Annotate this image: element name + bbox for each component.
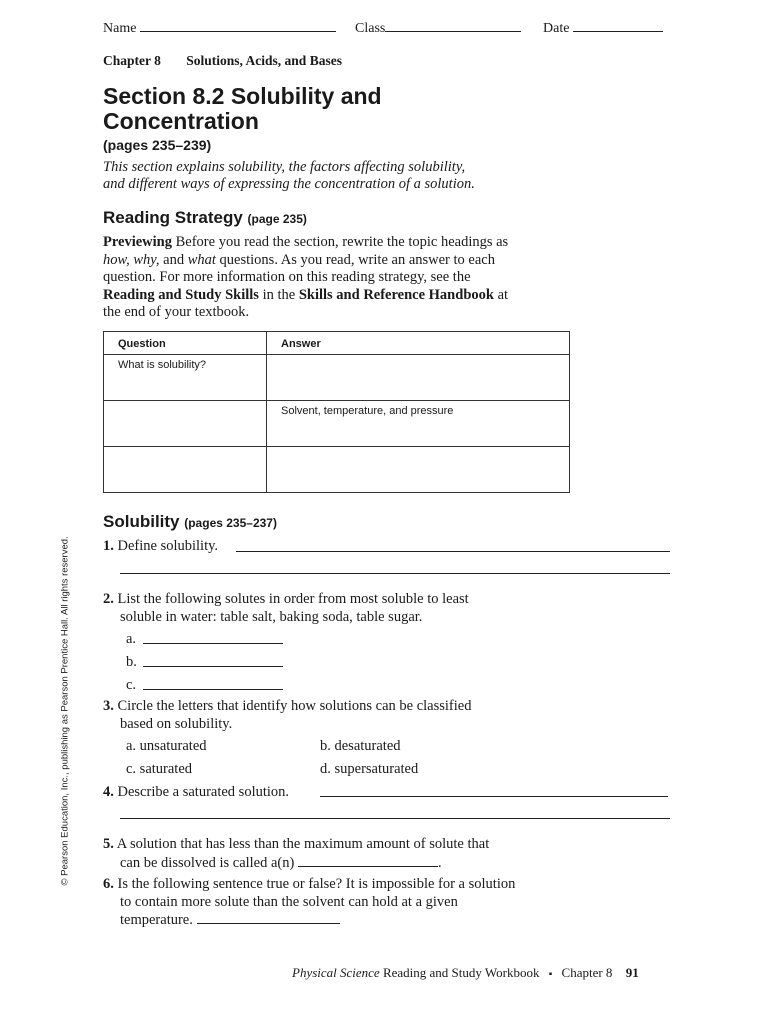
question-1: [103, 538, 218, 556]
q4-answer-line-2[interactable]: [120, 818, 670, 819]
rs-line2-b: and: [159, 251, 188, 268]
name-blank[interactable]: [140, 19, 336, 32]
q6-line1: Is the following sentence true or false? It is impossible for a solution: [117, 876, 516, 892]
question-cell[interactable]: [104, 447, 267, 493]
chapter-line: [103, 53, 342, 69]
section-title: [103, 84, 382, 134]
q3-option-b[interactable]: b. desaturated: [320, 738, 401, 754]
page-footer: [292, 965, 639, 981]
q3-option-a[interactable]: a. unsaturated: [126, 738, 207, 754]
date-blank[interactable]: [573, 19, 663, 32]
section-intro: [103, 159, 475, 193]
question-5: [103, 836, 489, 872]
q4-answer-line[interactable]: [320, 796, 668, 797]
section-pages: (pages 235–239): [103, 137, 212, 153]
q2-line1: List the following solutes in order from most soluble to least: [117, 591, 469, 607]
reading-strategy-pages: (page 235): [247, 212, 307, 226]
answer-column-header: Answer: [267, 332, 570, 355]
question-cell[interactable]: [104, 401, 267, 447]
q4-number: 4.: [103, 784, 114, 800]
q6-line3: temperature.: [120, 912, 193, 928]
question-cell[interactable]: What is solubility?: [104, 355, 267, 401]
q2-c-blank[interactable]: [143, 689, 283, 690]
footer-book-title: Physical Science: [292, 965, 380, 980]
class-field: [355, 19, 521, 37]
q1-answer-line-2[interactable]: [120, 573, 670, 574]
question-4: [103, 784, 289, 802]
footer-book-rest: Reading and Study Workbook: [379, 965, 540, 980]
q3-option-c[interactable]: c. saturated: [126, 761, 193, 777]
rs-line5: the end of your textbook.: [103, 304, 250, 320]
q3-option-d[interactable]: d. supersaturated: [320, 761, 419, 777]
section-title-line2: Concentration: [103, 108, 259, 134]
section-title-line1: Section 8.2 Solubility and: [103, 83, 382, 109]
answer-cell[interactable]: [267, 355, 570, 401]
reading-strategy-heading: [103, 208, 307, 228]
q5-number: 5.: [103, 836, 114, 852]
solubility-pages: (pages 235–237): [184, 516, 277, 530]
table-row: [104, 355, 570, 401]
question-2: [103, 591, 469, 626]
q4-text: Describe a saturated solution.: [117, 784, 290, 800]
rs-line4-b: in the: [258, 286, 299, 303]
q2-b-blank[interactable]: [143, 666, 283, 667]
question-column-header: Question: [104, 332, 267, 355]
q3-line2: based on solubility.: [120, 715, 233, 732]
previewing-lead: Previewing: [103, 234, 172, 250]
rs-line2-a: how, why,: [103, 251, 160, 268]
answer-cell[interactable]: [267, 447, 570, 493]
q5-line2: can be dissolved is called a(n): [120, 854, 295, 871]
reading-strategy-text: [103, 234, 583, 322]
q2-a: a.: [126, 631, 137, 647]
q6-number: 6.: [103, 876, 114, 892]
footer-bullet: ▪: [548, 969, 553, 980]
q2-line2: soluble in water: table salt, baking soda, table sugar.: [120, 608, 423, 625]
q2-b: b.: [126, 654, 137, 670]
rs-line4-a: Reading and Study Skills: [103, 286, 259, 303]
solubility-heading: [103, 512, 277, 532]
rs-line2-c: what: [187, 251, 216, 268]
chapter-title: Solutions, Acids, and Bases: [186, 53, 342, 68]
rs-line4-d: at: [493, 286, 509, 303]
q5-line1: A solution that has less than the maximum amount of solute that: [116, 836, 490, 852]
table-row: [104, 447, 570, 493]
q2-c: c.: [126, 677, 137, 693]
q2-number: 2.: [103, 591, 114, 607]
rs-line3: question. For more information on this reading strategy, see the: [103, 269, 471, 285]
date-field: [543, 19, 663, 37]
class-blank[interactable]: [385, 19, 521, 32]
footer-chapter: Chapter 8: [561, 965, 613, 980]
date-label: Date: [543, 21, 570, 36]
reading-strategy-table: [103, 331, 570, 493]
q1-number: 1.: [103, 538, 114, 554]
page-number: 91: [625, 965, 639, 980]
q6-line2: to contain more solute than the solvent can hold at a given: [120, 893, 458, 910]
q1-answer-line[interactable]: [236, 551, 670, 552]
question-6: [103, 876, 515, 930]
rs-line4-c: Skills and Reference Handbook: [298, 286, 494, 303]
q6-blank[interactable]: [197, 911, 340, 924]
table-header-row: [104, 332, 570, 355]
intro-line2: and different ways of expressing the concentration of a solution.: [103, 176, 475, 192]
class-label: Class: [355, 21, 386, 36]
q3-line1: Circle the letters that identify how solutions can be classified: [117, 698, 472, 714]
answer-cell[interactable]: Solvent, temperature, and pressure: [267, 401, 570, 447]
q5-blank[interactable]: [298, 854, 438, 867]
q1-text: Define solubility.: [117, 538, 219, 554]
name-label: Name: [103, 21, 137, 36]
name-field: [103, 19, 336, 37]
rs-line1: Before you read the section, rewrite the topic headings as: [175, 234, 509, 250]
solubility-title: Solubility: [103, 512, 180, 531]
q2-a-blank[interactable]: [143, 643, 283, 644]
chapter-number: Chapter 8: [103, 53, 161, 68]
rs-line2-d: questions. As you read, write an answer to each: [215, 251, 495, 268]
question-3: [103, 698, 471, 733]
copyright-notice: © Pearson Education, Inc., publishing as Pearson Prentice Hall. All rights reserved.: [59, 536, 71, 886]
reading-strategy-title: Reading Strategy: [103, 208, 243, 227]
intro-line1: This section explains solubility, the factors affecting solubility,: [103, 159, 466, 175]
table-row: [104, 401, 570, 447]
q3-number: 3.: [103, 698, 114, 714]
q5-end: .: [437, 854, 442, 871]
